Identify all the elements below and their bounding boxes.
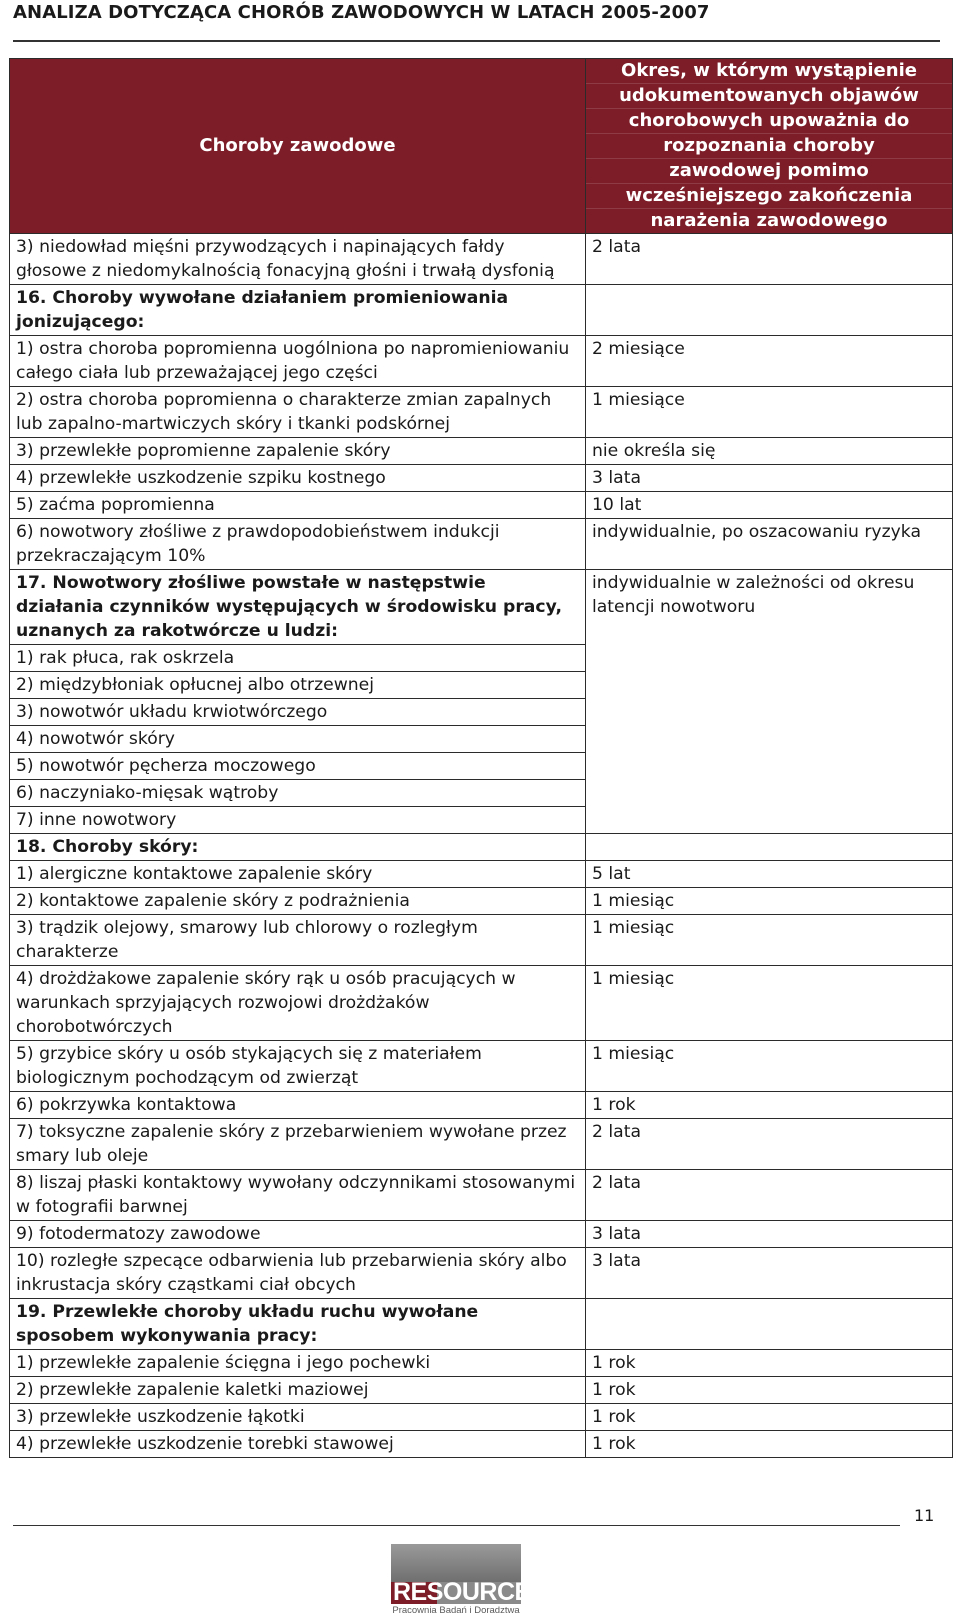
table-header-row	[10, 59, 953, 234]
header-period-line: zawodowej pomimo	[586, 159, 952, 184]
disease-cell: 3) przewlekłe uszkodzenie łąkotki	[10, 1404, 586, 1431]
disease-cell: 5) nowotwór pęcherza moczowego	[10, 753, 586, 780]
disease-cell: 4) przewlekłe uszkodzenie torebki stawowej	[10, 1431, 586, 1458]
period-cell: 10 lat	[586, 492, 953, 519]
table-row	[10, 519, 953, 570]
table-row	[10, 1170, 953, 1221]
period-cell: 1 rok	[586, 1431, 953, 1458]
disease-cell: 1) ostra choroba popromienna uogólniona po napromieniowaniu całego ciała lub przeważającej jego części	[10, 336, 586, 387]
table-row	[10, 1092, 953, 1119]
disease-cell: 2) ostra choroba popromienna o charakterze zmian zapalnych lub zapalno-martwiczych skóry i tkanki podskórnej	[10, 387, 586, 438]
logo-subtitle: Pracownia Badań i Doradztwa	[392, 1605, 520, 1616]
disease-cell: 1) alergiczne kontaktowe zapalenie skóry	[10, 861, 586, 888]
table-row	[10, 438, 953, 465]
table-row	[10, 465, 953, 492]
table-row	[10, 1248, 953, 1299]
period-cell: 1 miesiąc	[586, 1041, 953, 1092]
page-number: 11	[914, 1506, 935, 1525]
header-period-line: wcześniejszego zakończenia	[586, 184, 952, 209]
table-row	[10, 1041, 953, 1092]
period-cell: 3 lata	[586, 1248, 953, 1299]
disease-table	[9, 58, 953, 1458]
table-row	[10, 1431, 953, 1458]
period-cell: 1 rok	[586, 1092, 953, 1119]
period-cell: 5 lat	[586, 861, 953, 888]
disease-cell: 3) przewlekłe popromienne zapalenie skóry	[10, 438, 586, 465]
section-row	[10, 570, 953, 645]
section-row	[10, 834, 953, 861]
disease-cell: 6) nowotwory złośliwe z prawdopodobieństwem indukcji przekraczającym 10%	[10, 519, 586, 570]
section-heading: 18. Choroby skóry:	[10, 834, 586, 861]
period-cell: 1 miesiąc	[586, 966, 953, 1041]
period-cell: 1 rok	[586, 1350, 953, 1377]
disease-cell: 5) zaćma popromienna	[10, 492, 586, 519]
disease-cell: 4) drożdżakowe zapalenie skóry rąk u osób pracujących w warunkach sprzyjających rozwojowi drożdżaków chorobotwórczych	[10, 966, 586, 1041]
resource-logo	[391, 1544, 531, 1618]
table-row	[10, 861, 953, 888]
disease-cell: 3) niedowład mięśni przywodzących i napinających fałdy głosowe z niedomykalnością fonacyjną głośni i trwałą dysfonią	[10, 234, 586, 285]
disease-cell: 6) pokrzywka kontaktowa	[10, 1092, 586, 1119]
disease-cell: 5) grzybice skóry u osób stykających się z materiałem biologicznym pochodzącym od zwierząt	[10, 1041, 586, 1092]
table-row	[10, 387, 953, 438]
disease-cell: 1) rak płuca, rak oskrzela	[10, 645, 586, 672]
disease-cell: 2) przewlekłe zapalenie kaletki maziowej	[10, 1377, 586, 1404]
period-cell	[586, 1299, 953, 1350]
header-period	[586, 59, 953, 234]
period-cell: indywidualnie, po oszacowaniu ryzyka	[586, 519, 953, 570]
disease-cell: 3) trądzik olejowy, smarowy lub chlorowy o rozległym charakterze	[10, 915, 586, 966]
table-row	[10, 234, 953, 285]
disease-cell: 2) międzybłoniak opłucnej albo otrzewnej	[10, 672, 586, 699]
disease-cell: 4) nowotwór skóry	[10, 726, 586, 753]
disease-cell: 6) naczyniako-mięsak wątroby	[10, 780, 586, 807]
period-cell: 2 lata	[586, 1170, 953, 1221]
section-heading: 16. Choroby wywołane działaniem promieniowania jonizującego:	[10, 285, 586, 336]
header-period-line: rozpoznania choroby	[586, 134, 952, 159]
period-cell: 2 lata	[586, 234, 953, 285]
document-title: ANALIZA DOTYCZĄCA CHORÓB ZAWODOWYCH W LATACH 2005-2007	[13, 2, 710, 23]
table-row	[10, 336, 953, 387]
section-row	[10, 1299, 953, 1350]
period-cell: 1 miesiąc	[586, 888, 953, 915]
disease-cell: 2) kontaktowe zapalenie skóry z podrażnienia	[10, 888, 586, 915]
header-period-line: narażenia zawodowego	[650, 210, 888, 231]
period-cell: 3 lata	[586, 465, 953, 492]
period-cell: 2 miesiące	[586, 336, 953, 387]
logo-name: RESOURCE	[393, 1578, 531, 1606]
disease-cell: 3) nowotwór układu krwiotwórczego	[10, 699, 586, 726]
table-row	[10, 1119, 953, 1170]
disease-cell: 4) przewlekłe uszkodzenie szpiku kostnego	[10, 465, 586, 492]
table-row	[10, 1404, 953, 1431]
disease-cell: 7) toksyczne zapalenie skóry z przebarwieniem wywołane przez smary lub oleje	[10, 1119, 586, 1170]
header-diseases: Choroby zawodowe	[10, 59, 586, 234]
disease-cell: 7) inne nowotwory	[10, 807, 586, 834]
section-heading: 19. Przewlekłe choroby układu ruchu wywołane sposobem wykonywania pracy:	[10, 1299, 586, 1350]
logo-gray-block	[391, 1544, 521, 1582]
table-row	[10, 915, 953, 966]
period-cell: 1 rok	[586, 1404, 953, 1431]
footer-rule	[13, 1525, 900, 1526]
period-cell: 1 rok	[586, 1377, 953, 1404]
period-cell: nie określa się	[586, 438, 953, 465]
table-row	[10, 966, 953, 1041]
table-row	[10, 492, 953, 519]
header-period-line: udokumentowanych objawów	[586, 84, 952, 109]
table-row	[10, 1377, 953, 1404]
period-cell	[586, 834, 953, 861]
period-cell: 3 lata	[586, 1221, 953, 1248]
period-cell: 1 miesiąc	[586, 915, 953, 966]
section-heading: 17. Nowotwory złośliwe powstałe w następstwie działania czynników występujących w środowisku pracy, uznanych za rakotwórcze u ludzi:	[10, 570, 586, 645]
period-cell: indywidualnie w zależności od okresu latencji nowotworu	[586, 570, 953, 834]
table-row	[10, 1221, 953, 1248]
header-period-line: Okres, w którym wystąpienie	[586, 59, 952, 84]
section-row	[10, 285, 953, 336]
disease-cell: 8) liszaj płaski kontaktowy wywołany odczynnikami stosowanymi w fotografii barwnej	[10, 1170, 586, 1221]
disease-cell: 10) rozległe szpecące odbarwienia lub przebarwienia skóry albo inkrustacja skóry cząstkami ciał obcych	[10, 1248, 586, 1299]
disease-cell: 9) fotodermatozy zawodowe	[10, 1221, 586, 1248]
table-row	[10, 1350, 953, 1377]
disease-cell: 1) przewlekłe zapalenie ścięgna i jego pochewki	[10, 1350, 586, 1377]
title-rule	[13, 40, 940, 42]
table-row	[10, 888, 953, 915]
header-period-line: chorobowych upoważnia do	[586, 109, 952, 134]
period-cell: 1 miesiące	[586, 387, 953, 438]
period-cell	[586, 285, 953, 336]
period-cell: 2 lata	[586, 1119, 953, 1170]
